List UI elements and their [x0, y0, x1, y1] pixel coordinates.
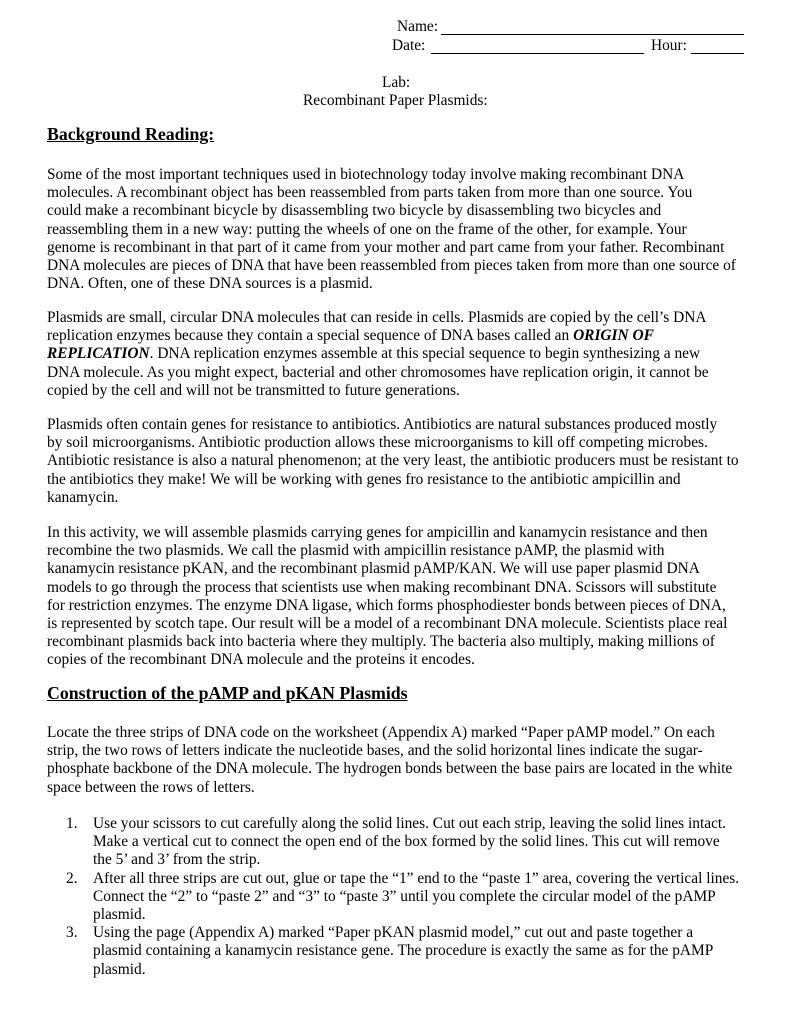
text-line: plasmid containing a kanamycin resistance gene. The procedure is exactly the same as for the pAMP: [93, 942, 714, 960]
background-paragraph-4: [47, 524, 767, 670]
procedure-steps: [66, 815, 766, 979]
text-line: molecules. A recombinant object has been reassembled from parts taken from more than one source. You: [47, 184, 693, 202]
procedure-step: [66, 815, 766, 870]
text-line: recombine the two plasmids. We call the plasmid with ampicillin resistance pAMP, the plasmid with: [47, 542, 665, 560]
lab-title: Recombinant Paper Plasmids:: [303, 92, 488, 109]
procedure-step: [66, 924, 766, 979]
text-line: In this activity, we will assemble plasmids carrying genes for ampicillin and kanamycin resistance and then: [47, 524, 708, 541]
text-line: by soil microorganisms. Antibiotic production allows these microorganisms to kill off competing microbes.: [47, 434, 708, 452]
text-line: Plasmids often contain genes for resistance to antibiotics. Antibiotics are natural substances produced mostly: [47, 416, 718, 433]
hour-label: Hour:: [651, 37, 687, 54]
text-line: models to go through the process that scientists use when making recombinant DNA. Scissors will substitute: [47, 578, 717, 596]
text-line: DNA. Often, one of these DNA sources is a plasmid.: [47, 275, 373, 293]
text-line: Locate the three strips of DNA code on the worksheet (Appendix A) marked “Paper pAMP model.” On each: [47, 724, 715, 741]
text-line: After all three strips are cut out, glue or tape the “1” end to the “paste 1” area, covering the vertical lines.: [93, 869, 740, 887]
text-run: . DNA replication enzymes assemble at this special sequence to begin synthesizing a new: [149, 345, 701, 363]
text-run: replication enzymes because they contain a special sequence of DNA bases called an: [47, 327, 574, 345]
text-line: Make a vertical cut to connect the open end of the box formed by the solid lines. This cut will remove: [93, 833, 720, 851]
date-label: Date:: [392, 37, 426, 54]
date-field[interactable]: [431, 53, 644, 54]
procedure-step: [66, 870, 766, 925]
text-line: Use your scissors to cut carefully along the solid lines. Cut out each strip, leaving the solid lines intact.: [93, 815, 727, 832]
text-line: Using the page (Appendix A) marked “Paper pKAN plasmid model,” cut out and paste together a: [93, 924, 694, 942]
text-line: for restriction enzymes. The enzyme DNA ligase, which forms phosphodiester bonds between pieces of DNA,: [47, 596, 726, 614]
text-line: DNA molecules are pieces of DNA that have been reassembled from pieces taken from more than one source of: [47, 256, 736, 274]
text-line: recombinant plasmids back into bacteria where they multiply. The bacteria also multiply, making millions of: [47, 633, 715, 651]
name-label: Name:: [397, 18, 439, 35]
text-line: DNA molecule. As you might expect, bacterial and other chromosomes have replication origin, it cannot be: [47, 363, 709, 381]
step-number: 2.: [66, 869, 78, 887]
text-line: could make a recombinant bicycle by disassembling two bicycle by disassembling two bicycles and: [47, 202, 662, 220]
name-field[interactable]: [441, 34, 744, 35]
background-heading: Background Reading:: [47, 124, 215, 144]
construction-heading: Construction of the pAMP and pKAN Plasmids: [47, 683, 408, 703]
text-line: [47, 345, 767, 363]
text-line: Plasmids are small, circular DNA molecules that can reside in cells. Plasmids are copied by the cell’s DNA: [47, 309, 707, 326]
background-paragraph-1: [47, 166, 767, 293]
background-paragraph-3: [47, 416, 767, 507]
origin-of-replication-emphasis: ORIGIN OF: [573, 327, 654, 345]
text-line: copies of the recombinant DNA molecule and the proteins it encodes.: [47, 651, 475, 669]
text-line: Antibiotic resistance is also a natural phenomenon; at the very least, the antibiotic producers must be resistant to: [47, 452, 739, 470]
text-line: the 5’ and 3’ from the strip.: [93, 851, 261, 869]
text-line: genome is recombinant in that part of it came from your mother and part came from your father. Recombinant: [47, 238, 725, 256]
text-line: the antibiotics they make! We will be working with genes fro resistance to the antibiotic ampicillin and: [47, 470, 681, 488]
text-line: strip, the two rows of letters indicate the nucleotide bases, and the solid horizontal lines indicate the sugar-: [47, 742, 703, 760]
construction-intro: [47, 724, 767, 797]
text-line: copied by the cell and will not be transmitted to future generations.: [47, 381, 460, 399]
text-line: Connect the “2” to “paste 2” and “3” to “paste 3” until you complete the circular model of the pAMP: [93, 887, 716, 905]
step-number: 1.: [66, 815, 78, 832]
background-paragraph-2: [47, 309, 767, 400]
text-line: space between the rows of letters.: [47, 778, 255, 796]
text-line: kanamycin resistance pKAN, and the recombinant plasmid pAMP/KAN. We will use paper plasmid DNA: [47, 560, 700, 578]
text-line: plasmid.: [93, 960, 146, 978]
text-line: [47, 327, 767, 345]
replication-emphasis: REPLICATION: [47, 345, 150, 363]
hour-field[interactable]: [691, 53, 744, 54]
step-number: 3.: [66, 924, 78, 942]
lab-label: Lab:: [382, 74, 411, 91]
text-line: kanamycin.: [47, 488, 119, 506]
text-line: reassembling them in a new way: putting the wheels of one on the frame of the other, for example. Your: [47, 220, 687, 238]
text-line: is represented by scotch tape. Our result will be a model of a recombinant DNA molecule. Scientists place real: [47, 614, 728, 632]
text-line: phosphate backbone of the DNA molecule. The hydrogen bonds between the base pairs are located in the white: [47, 760, 733, 778]
text-line: plasmid.: [93, 905, 146, 923]
text-line: Some of the most important techniques used in biotechnology today involve making recombinant DNA: [47, 166, 685, 183]
